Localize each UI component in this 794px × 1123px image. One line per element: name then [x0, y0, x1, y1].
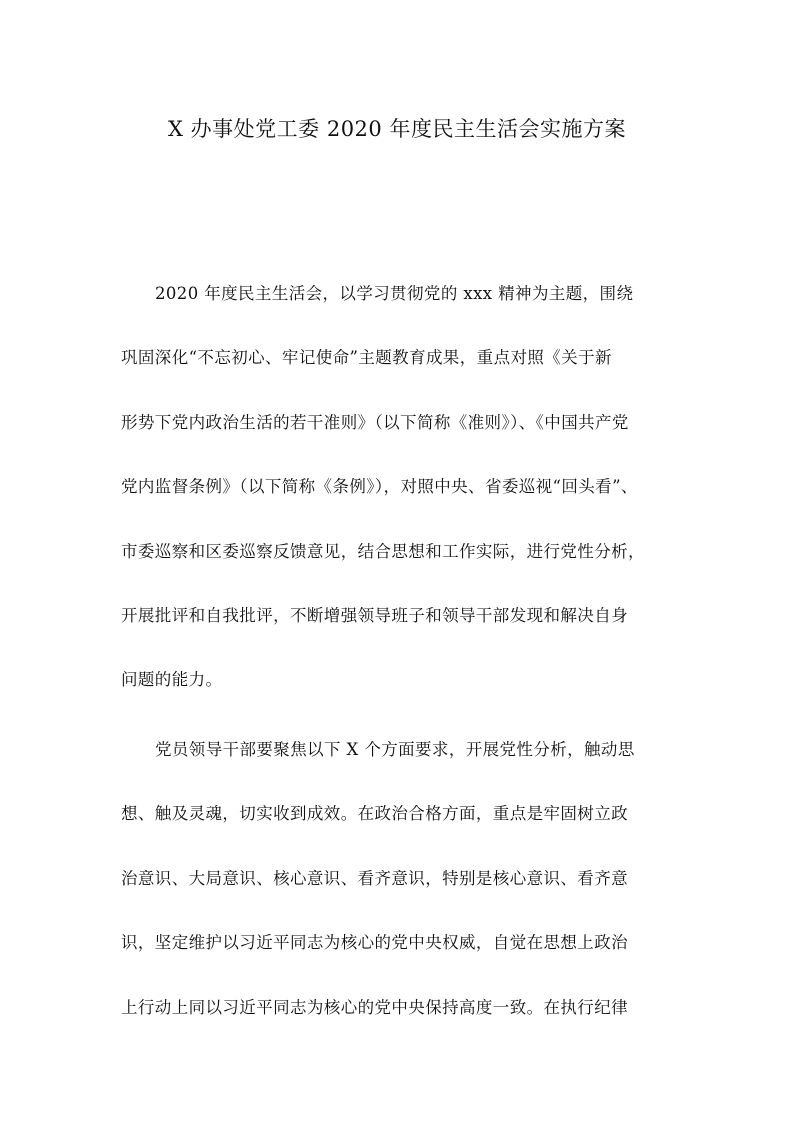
paragraph-line: 上行动上同以习近平同志为核心的党中央保持高度一致。在执行纪律 — [121, 997, 628, 1017]
paragraph-line: 2020 年度民主生活会，以学习贯彻党的 xxx 精神为主题，围绕 — [155, 284, 634, 303]
paragraph-2 — [121, 734, 681, 1056]
paragraph-line: 治意识、大局意识、核心意识、看齐意识，特别是核心意识、看齐意 — [121, 868, 628, 888]
paragraph-line: 想、触及灵魂，切实收到成效。在政治合格方面，重点是牢固树立政 — [121, 804, 628, 824]
paragraph-line: 党内监督条例》（以下简称《条例》），对照中央、省委巡视“回头看”、 — [121, 477, 638, 497]
paragraph-line: 党员领导干部要聚焦以下 X 个方面要求，开展党性分析，触动思 — [155, 740, 635, 759]
paragraph-1 — [121, 278, 681, 729]
paragraph-line: 市委巡察和区委巡察反馈意见，结合思想和工作实际，进行党性分析， — [121, 541, 645, 561]
paragraph-line: 巩固深化“不忘初心、牢记使命”主题教育成果，重点对照《关于新 — [121, 348, 612, 368]
paragraph-line: 识，坚定维护以习近平同志为核心的党中央权威，自觉在思想上政治 — [121, 933, 628, 953]
paragraph-line: 问题的能力。 — [121, 670, 223, 690]
document-title: X 办事处党工委 2020 年度民主生活会实施方案 — [168, 117, 626, 141]
paragraph-line: 形势下党内政治生活的若干准则》（以下简称《准则》）、《中国共产党 — [121, 412, 629, 432]
paragraph-line: 开展批评和自我批评，不断增强领导班子和领导干部发现和解决自身 — [121, 605, 628, 625]
